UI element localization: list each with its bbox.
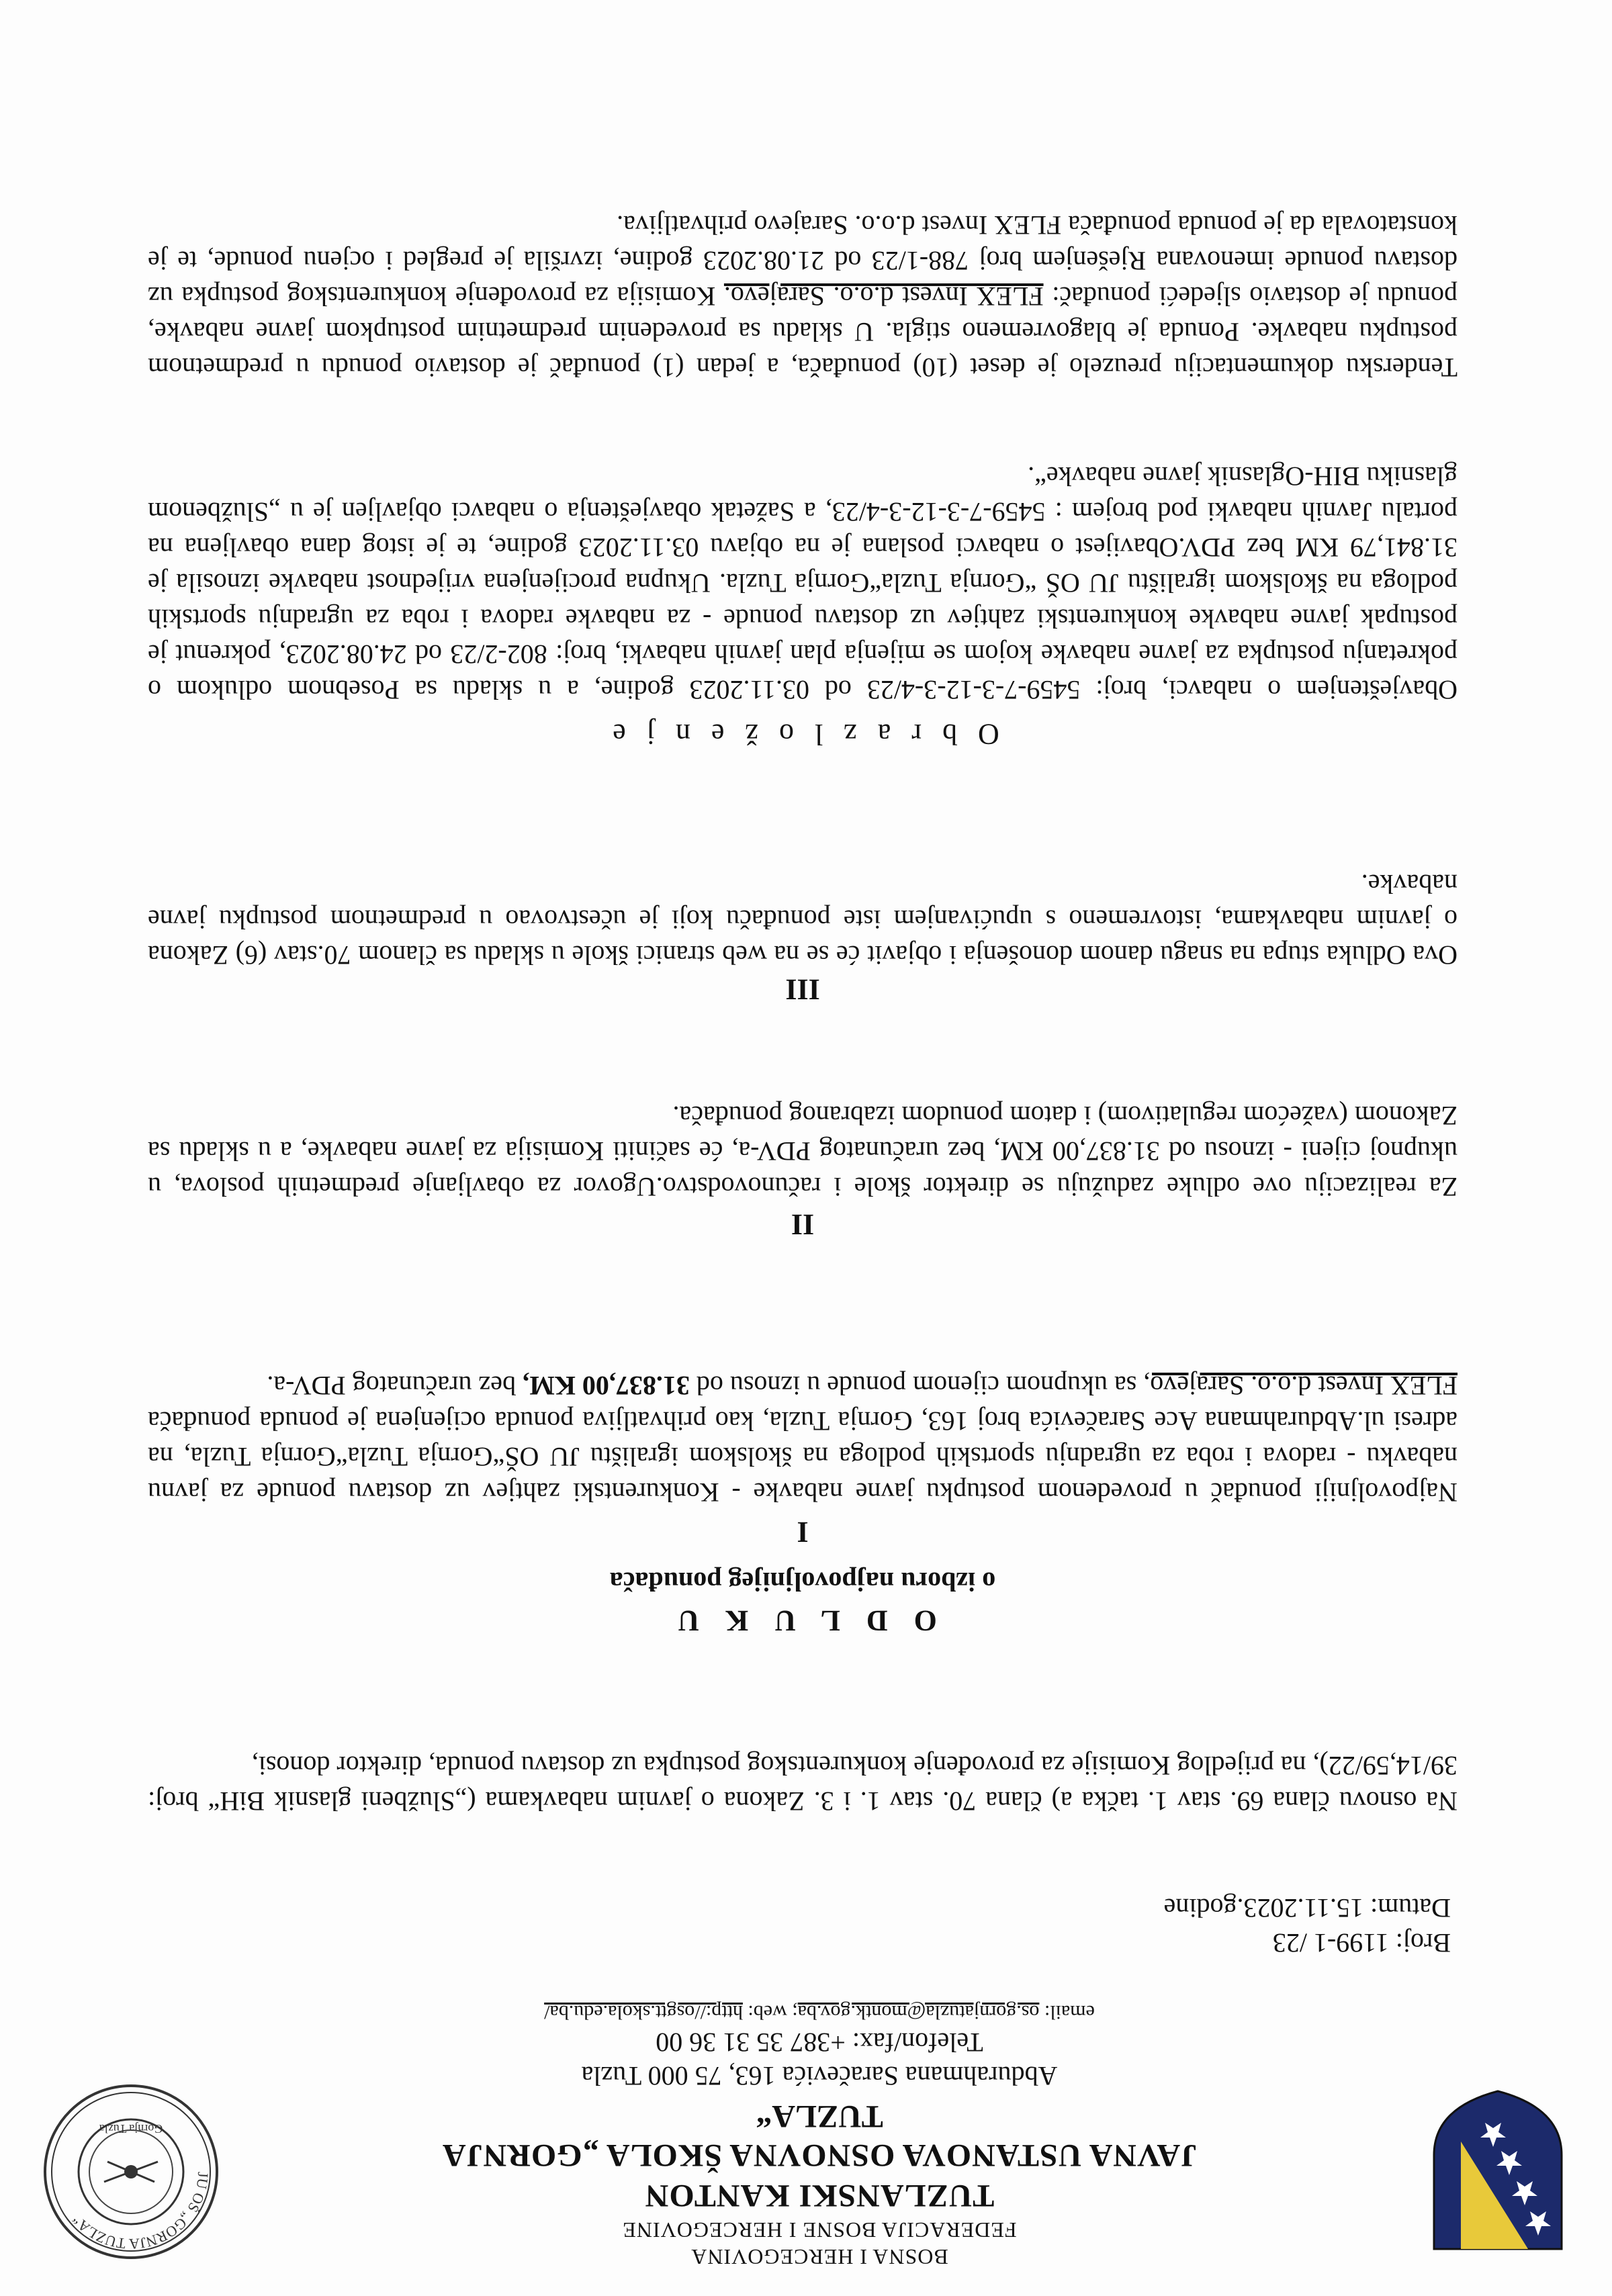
reasoning-text-a: Tendersku dokumentaciju preuzelo je deset (10) ponuđača, a jedan (1) ponuđač je dostavio ponudu u predmetnom postupku nabavke. Ponuda je blagovremeno stigla. U skladu sa provedenim predmetnim postupkom javne nabavke, ponudu je dostavio sljedeći ponuđač: xyxy=(148,281,1458,383)
bih-flag-icon xyxy=(1421,2088,1575,2256)
section-1-text-c: bez uračunatog PDV-a. xyxy=(267,1371,523,1401)
school-seal-icon xyxy=(40,2081,222,2262)
reasoning-heading: O b r a z l o ž e n j e xyxy=(606,718,999,751)
web-link[interactable]: http://osgtt.skola.edu.ba/ xyxy=(544,2001,743,2023)
section-2-heading: II xyxy=(791,1208,815,1241)
reasoning-bidder: FLEX Invest d.o.o. Sarajevo. xyxy=(723,281,1044,312)
header-phone: Telefon/fax: +387 35 31 36 00 xyxy=(656,2027,983,2058)
header-school-name: JAVNA USTANOVA OSNOVNA ŠKOLA „GORNJA xyxy=(441,2138,1198,2173)
svg-text:JU OŠ „GORNJA TUZLA“: JU OŠ „GORNJA TUZLA“ xyxy=(69,2171,212,2253)
contract-amount: 31.837,00 KM, xyxy=(522,1371,690,1401)
section-1-text xyxy=(148,1368,1458,1510)
header-school-name-cont: TUZLA“ xyxy=(756,2099,883,2134)
selected-bidder: FLEX Invest d.o.o. Sarajevo, xyxy=(1143,1371,1458,1401)
section-1-text-a: Najpovoljniji ponuđač u provedenom postupku javne nabavke - Konkurentski zahtjev uz dostavu ponude za javnu nabavku - radova i roba za ugradnju sportskih podloga na školskom igralištu JU OŠ“Gornja Tuzla“Gornja Tuzla, na adresi ul.Abdurahmana Ace Saračevića broj 163, Gornja Tuzla, kao prihvatljiva ponuda ocijenjena je ponuda ponuđača xyxy=(148,1406,1458,1508)
section-1-text-b: sa ukupnom cijenom ponude u iznosu od xyxy=(689,1371,1144,1401)
section-2-text: Za realizaciju ove odluke zadužuju se direktor škole i računovodstvo.Ugovor za obavljanje predmetnih poslova, u ukupnoj cijeni - iznosu od 31.837,00 KM, bez uračunatog PDV-a, će sačiniti Komisija za javne nabavke, a u skladu sa Zakonom (važećom regulativom) i datom ponudom izabranog ponuđača. xyxy=(148,1101,1458,1202)
email-label: email: xyxy=(1039,2001,1095,2023)
intro-paragraph: Na osnovu člana 69. stav 1. tačka a) člana 70. stav 1. i 3. Zakona o javnim nabavkama („Službeni glasnik BiH“ broj: 39/14,59/22), na prijedlog Komisije za provođenje konkurentskog postupka uz dostavu ponuda, direktor donosi, xyxy=(148,1751,1458,1817)
header-address: Abdurahmana Saračevića 163, 75 000 Tuzla xyxy=(581,2061,1058,2091)
reference-block xyxy=(1164,1890,1451,1960)
header-contacts xyxy=(228,2001,1410,2023)
section-3-text: Ova Odluka stupa na snagu danom donošenja i objavit će se na web stranici škole u skladu sa članom 70.stav (6) Zakona o javnim nabavkama, istovremeno s upućivanjem iste ponuđaču koji je učestvovao u predmetnom postupku javne nabavke. xyxy=(148,869,1458,970)
header-canton: TUZLANSKI KANTON xyxy=(644,2178,995,2213)
section-3-heading: III xyxy=(785,973,820,1006)
web-label: ; web: xyxy=(742,2001,798,2023)
document-date: Datum: 15.11.2023.godine xyxy=(1163,1893,1451,1923)
reasoning-text-b: Komisija za provođenje konkurentskog postupka uz dostavu ponude imenovana Rješenjem broj 788-1/23 od 21.08.2023 godine, izvršila je pregled i ocjenu ponude, te je konstatovala da je ponuda ponuđača FLEX Invest d.o.o. Sarajevo prihvatljiva. xyxy=(148,210,1458,312)
decision-subtitle: o izboru najpovoljnijeg ponuđača xyxy=(609,1567,996,1597)
reasoning-paragraph-1: Obavještenjem o nabavci, broj: 5459-7-3-12-3-4/23 od 03.11.2023 godine, a u skladu sa Posebnom odlukom o pokretanju postupka za javne nabavke kojom se mijenja plan javnih nabavki, broj: 802-2/23 od 24.08.2023, pokrenut je postupak javne nabavke konkurentski zahtjev uz dostavu ponude - za nabavke radova i roba za ugradnju sportskih podloga na školskom igralištu JU OŠ “Gornja Tuzla“Gornja Tuzla. Ukupna procijenjena vrijednost nabavke iznosila je 31.841,79 KM bez PDV.Obavijest o nabavci poslana je na objavu 03.11.2023 godine, te je istog dana obavljena na portalu Javnih nabavki pod brojem : 5459-7-3-12-3-4/23, a Sažetak obavještenja o nabavci objavljen je u „Službenom glasniku BIH-Oglasnik javne nabavke“. xyxy=(148,461,1458,705)
section-1-heading: I xyxy=(797,1516,809,1549)
header-federation: FEDERACIJA BOSNE I HERCEGOVINE xyxy=(622,2218,1017,2242)
reasoning-paragraph-2 xyxy=(148,208,1458,385)
document-number: Broj: 1199-1 /23 xyxy=(1272,1928,1451,1958)
svg-text:Gornja Tuzla: Gornja Tuzla xyxy=(99,2122,163,2136)
decision-title: O D L U K U xyxy=(668,1604,937,1637)
header-country: BOSNA I HERCEGOVINA xyxy=(690,2245,948,2269)
email-link[interactable]: os.gornjatuzla@montk.gov.ba xyxy=(797,2001,1040,2023)
